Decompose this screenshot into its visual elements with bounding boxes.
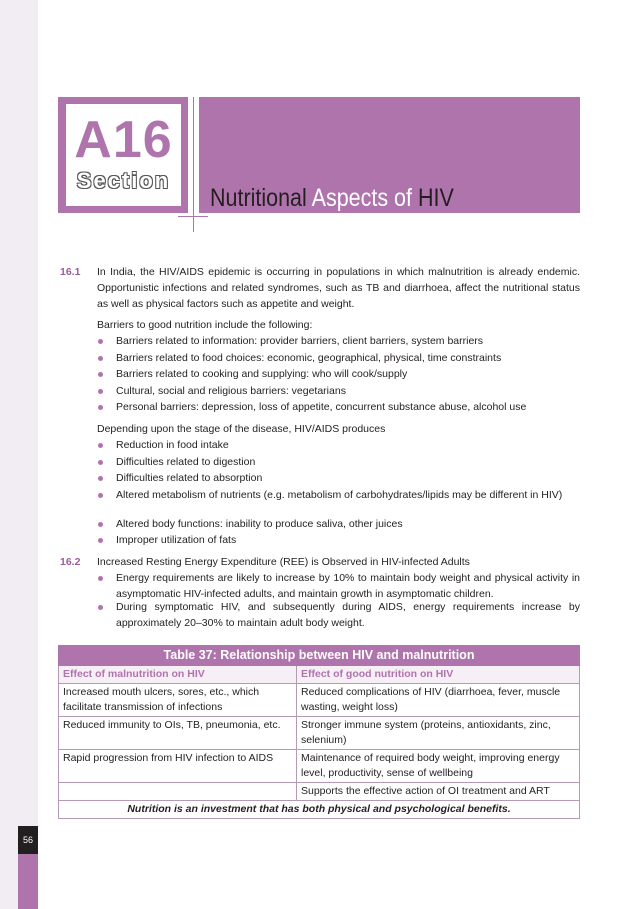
table-cell: Reduced immunity to OIs, TB, pneumonia, etc. [59, 717, 297, 750]
page-margin-strip [0, 0, 38, 909]
table-cell [59, 783, 297, 801]
section-number-16-2: 16.2 [60, 556, 81, 568]
table-cell: Rapid progression from HIV infection to AIDS [59, 750, 297, 783]
page-title [210, 183, 454, 213]
intro-paragraph: In India, the HIV/AIDS epidemic is occurring in populations in which malnutrition is already endemic. Opportunistic infections and related syndromes, such as TB and diarrhoea, affect the nutritional status as well as physical factors such as appetite and weight. [97, 266, 580, 310]
crop-mark-horizontal [178, 216, 208, 217]
bullet-dot [98, 476, 103, 481]
table-title: Table 37: Relationship between HIV and malnutrition [59, 646, 580, 666]
table-row [59, 684, 580, 717]
barrier-item: Personal barriers: depression, loss of appetite, concurrent substance abuse, alcohol use [116, 401, 527, 413]
bullet-dot [98, 522, 103, 527]
page-number: 56 [18, 826, 38, 854]
crop-mark-vertical [193, 97, 194, 232]
effect-item: Improper utilization of fats [116, 534, 237, 546]
barriers-intro: Barriers to good nutrition include the following: [97, 319, 313, 331]
bullet-dot [98, 339, 103, 344]
bullet-dot [98, 389, 103, 394]
section-code: A16 [74, 111, 173, 169]
stage-intro: Depending upon the stage of the disease, HIV/AIDS produces [97, 423, 386, 435]
bullet-dot [98, 356, 103, 361]
barrier-item: Barriers related to information: provider barriers, client barriers, system barriers [116, 335, 484, 347]
column-header: Effect of malnutrition on HIV [59, 666, 297, 684]
table-cell: Stronger immune system (proteins, antioxidants, zinc, selenium) [297, 717, 580, 750]
ree-item: During symptomatic HIV, and subsequently during AIDS, energy requirements increase by approximately 20–30% to maintain adult body weight. [116, 601, 580, 629]
bullet-dot [98, 372, 103, 377]
title-part-3: HIV [417, 184, 454, 212]
table-cell: Reduced complications of HIV (diarrhoea, fever, muscle wasting, weight loss) [297, 684, 580, 717]
effect-item: Difficulties related to absorption [116, 472, 263, 484]
bullet-dot [98, 605, 103, 610]
bullet-dot [98, 460, 103, 465]
bullet-dot [98, 538, 103, 543]
table-cell: Increased mouth ulcers, sores, etc., which facilitate transmission of infections [59, 684, 297, 717]
effect-item: Reduction in food intake [116, 439, 229, 451]
barrier-item: Cultural, social and religious barriers: vegetarians [116, 385, 346, 397]
bullet-dot [98, 576, 103, 581]
section-word: Section [76, 168, 171, 193]
title-part-2: Aspects of [311, 184, 412, 212]
barrier-item: Barriers related to cooking and supplying: who will cook/supply [116, 368, 408, 380]
ree-item: Energy requirements are likely to increase by 10% to maintain body weight and physical activity in asymptomatic HIV-infected adults, and maintain growth in asymptomatic children. [116, 572, 580, 600]
bullet-dot [98, 405, 103, 410]
column-header: Effect of good nutrition on HIV [297, 666, 580, 684]
section-number-16-1: 16.1 [60, 266, 81, 278]
table-row [59, 717, 580, 750]
ree-heading: Increased Resting Energy Expenditure (REE) is Observed in HIV-infected Adults [97, 556, 470, 568]
bullet-dot [98, 443, 103, 448]
effect-item: Difficulties related to digestion [116, 456, 256, 468]
hiv-malnutrition-table [58, 645, 580, 819]
effect-item: Altered metabolism of nutrients (e.g. metabolism of carbohydrates/lipids may be different in HIV) [116, 489, 563, 501]
table-row [59, 750, 580, 783]
table-cell: Supports the effective action of OI treatment and ART [297, 783, 580, 801]
barrier-item: Barriers related to food choices: economic, geographical, physical, time constraints [116, 352, 502, 364]
table-footer: Nutrition is an investment that has both physical and psychological benefits. [59, 801, 580, 819]
bullet-dot [98, 493, 103, 498]
table-row [59, 783, 580, 801]
title-part-1: Nutritional [210, 184, 307, 212]
effect-item: Altered body functions: inability to produce saliva, other juices [116, 518, 403, 530]
table-cell: Maintenance of required body weight, improving energy level, productivity, sense of wellbeing [297, 750, 580, 783]
